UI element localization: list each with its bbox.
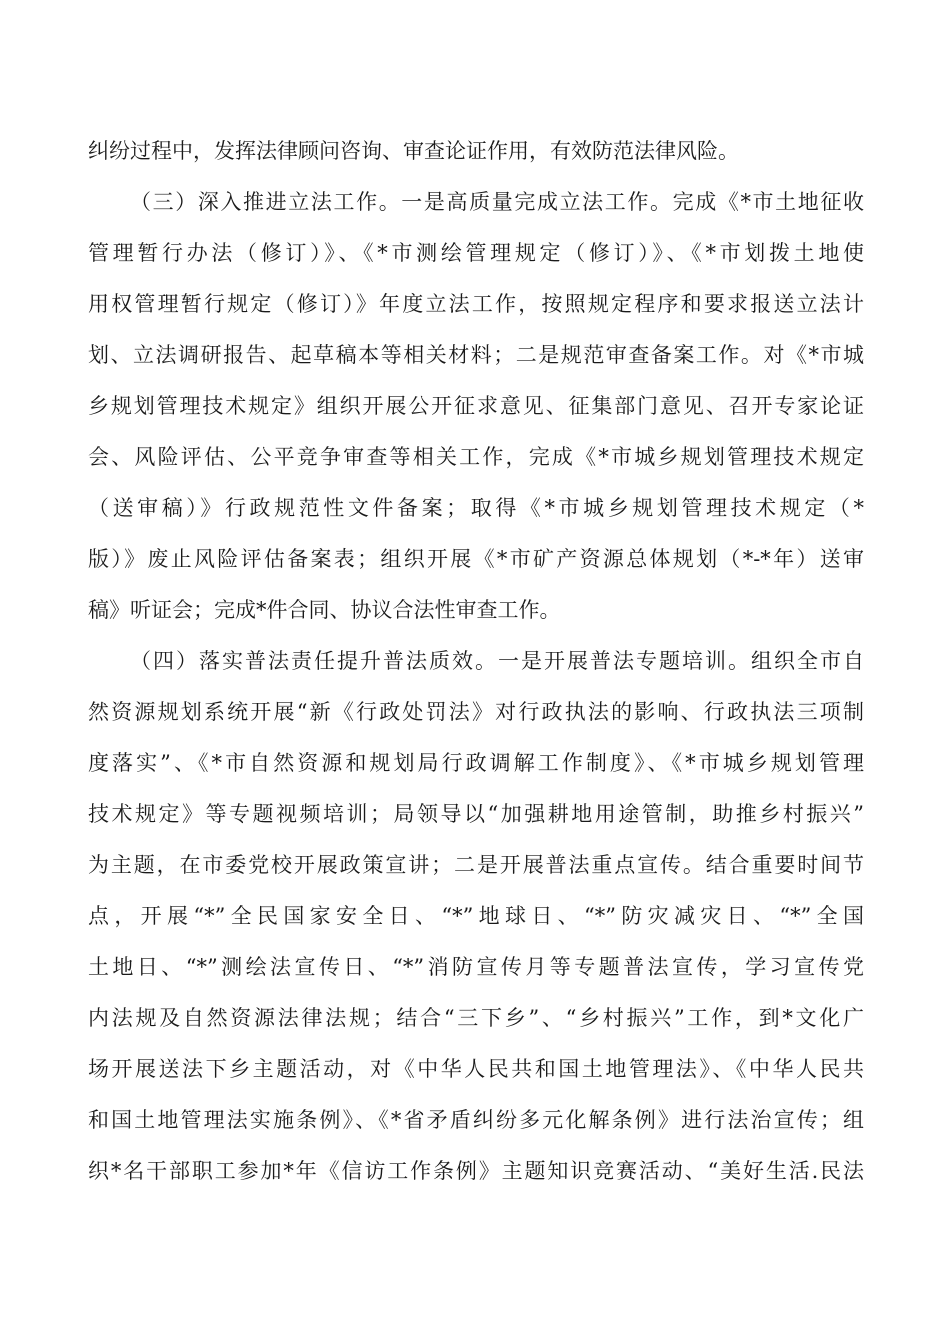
text-line: 技术规定》等专题视频培训；局领导以“加强耕地用途管制，助推乡村振兴”: [88, 802, 864, 826]
text-line: 内法规及自然资源法律法规；结合“三下乡”、“乡村振兴”工作，到*文化广: [88, 1006, 864, 1030]
text-line: 场开展送法下乡主题活动，对《中华人民共和国土地管理法》、《中华人民共: [88, 1057, 864, 1081]
text-line: 为主题，在市委党校开展政策宣讲；二是开展普法重点宣传。结合重要时间节: [88, 853, 864, 877]
text-line: 划、立法调研报告、起草稿本等相关材料；二是规范审查备案工作。对《*市城: [88, 343, 864, 367]
text-line: 管理暂行办法（修订）》、《*市测绘管理规定（修订）》、《*市划拨土地使: [88, 241, 864, 265]
text-line: 用权管理暂行规定（修订）》年度立法工作，按照规定程序和要求报送立法计: [88, 292, 864, 316]
text-line: 乡规划管理技术规定》组织开展公开征求意见、征集部门意见、召开专家论证: [88, 394, 864, 418]
paragraph-heading-line: （四）落实普法责任提升普法质效。一是开展普法专题培训。组织全市自: [130, 649, 864, 673]
text-line: 版）》废止风险评估备案表；组织开展《*市矿产资源总体规划（*-*年）送审: [88, 547, 864, 571]
text-line: 然资源规划系统开展“新《行政处罚法》对行政执法的影响、行政执法三项制: [88, 700, 864, 724]
text-line: 织*名干部职工参加*年《信访工作条例》主题知识竞赛活动、“美好生活.民法: [88, 1159, 864, 1183]
text-line: 土地日、“*”测绘法宣传日、“*”消防宣传月等专题普法宣传，学习宣传党: [88, 955, 864, 979]
text-line: （送审稿）》行政规范性文件备案；取得《*市城乡规划管理技术规定（*: [88, 496, 864, 520]
text-line: 纠纷过程中，发挥法律顾问咨询、审查论证作用，有效防范法律风险。: [88, 139, 739, 163]
paragraph-heading-line: （三）深入推进立法工作。一是高质量完成立法工作。完成《*市土地征收: [130, 190, 864, 214]
text-line: 会、风险评估、公平竞争审查等相关工作，完成《*市城乡规划管理技术规定: [88, 445, 864, 469]
text-line: 度落实”、《*市自然资源和规划局行政调解工作制度》、《*市城乡规划管理: [88, 751, 864, 775]
document-body: [88, 126, 864, 1197]
text-line: 和国土地管理法实施条例》、《*省矛盾纠纷多元化解条例》进行法治宣传；组: [88, 1108, 864, 1132]
text-line: 稿》听证会；完成*件合同、协议合法性审查工作。: [88, 598, 561, 622]
text-line: 点，开展“*”全民国家安全日、“*”地球日、“*”防灾减灾日、“*”全国: [88, 904, 864, 928]
